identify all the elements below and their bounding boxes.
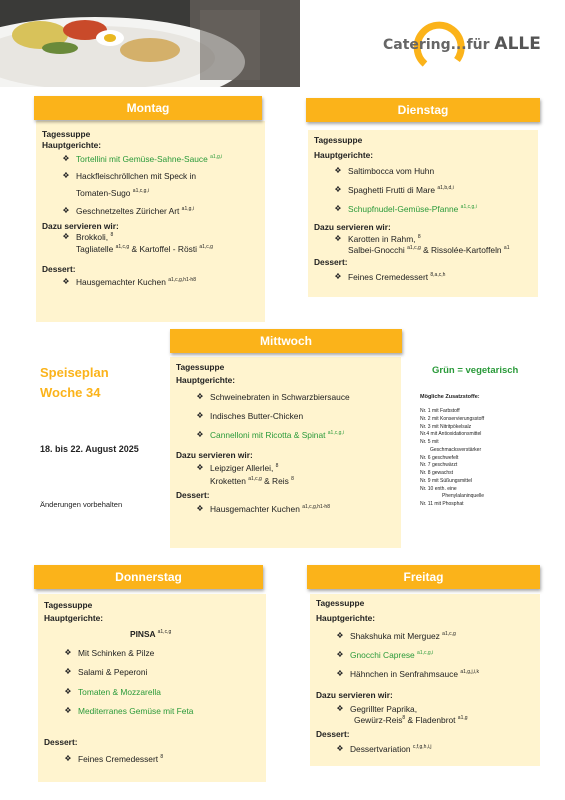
dish-name: Hackfleischröllchen mit Speck in bbox=[76, 171, 197, 182]
additives: a1,c,g bbox=[115, 243, 130, 250]
additives: 8 bbox=[402, 715, 406, 722]
logo-word-alle: ALLE bbox=[494, 34, 541, 54]
bullet-icon: ❖ bbox=[196, 411, 204, 421]
additive-item: Nr. 7 geschwärzt bbox=[420, 462, 458, 469]
freitag-box bbox=[310, 594, 540, 766]
dish-name: PINSA bbox=[130, 628, 156, 639]
dish-name: Mit Schinken & Pilze bbox=[78, 648, 155, 659]
additives: 8 bbox=[160, 753, 164, 760]
additive-item: Nr. 10 enth. eine bbox=[420, 485, 457, 492]
logo-dots: ... bbox=[450, 37, 467, 53]
additives: a1,c,g bbox=[248, 476, 262, 483]
dessert-name: Feines Cremedessert bbox=[348, 272, 429, 283]
bullet-icon: ❖ bbox=[64, 667, 72, 677]
dish-name: Indisches Butter-Chicken bbox=[210, 411, 304, 422]
dessert-name: Dessertvariation bbox=[350, 744, 411, 755]
additive-item: Nr. 1 mit Farbstoff bbox=[420, 408, 460, 414]
bullet-icon: ❖ bbox=[62, 205, 70, 215]
montag-side-1 bbox=[42, 232, 265, 243]
bullet-icon: ❖ bbox=[64, 648, 72, 658]
montag-sides-label: Dazu servieren wir: bbox=[42, 221, 119, 232]
side-name: Karotten in Rahm, bbox=[348, 234, 416, 245]
additives: 8,a,c,h bbox=[430, 272, 446, 279]
title-line-1: Speiseplan bbox=[40, 365, 109, 380]
donnerstag-mains-label: Hauptgerichte: bbox=[44, 613, 104, 624]
additives: a1,c,g bbox=[407, 245, 421, 252]
additives-list bbox=[420, 408, 560, 509]
additives-title: Mögliche Zusatzstoffe: bbox=[420, 394, 480, 400]
additive-item: Nr. 2 mit Konservierungsstoff bbox=[420, 415, 485, 422]
dish-name: Salami & Peperoni bbox=[78, 667, 148, 678]
logo-word-catering: Catering bbox=[383, 37, 451, 53]
additive-item: Nr.4 mit Antioxidationsmittel bbox=[420, 431, 482, 438]
donnerstag-main-4 bbox=[44, 706, 266, 717]
additive-item: Nr. 9 mit Süßungsmittel bbox=[420, 477, 472, 484]
mittwoch-main-3 bbox=[176, 430, 401, 441]
additives: a1,g,j,i,k bbox=[460, 669, 479, 676]
montag-mains-label: Hauptgerichte: bbox=[42, 140, 102, 151]
title-line-2: Woche 34 bbox=[40, 384, 101, 400]
freitag-mains-label: Hauptgerichte: bbox=[316, 613, 376, 624]
bullet-icon: ❖ bbox=[64, 706, 72, 716]
dish-name: Saltimbocca vom Huhn bbox=[348, 165, 435, 176]
freitag-side-2 bbox=[316, 715, 540, 726]
additives: a1,g,i bbox=[181, 205, 194, 212]
montag-main-2-cont bbox=[42, 188, 265, 199]
bullet-icon: ❖ bbox=[64, 686, 72, 696]
donnerstag-soup: Tagessuppe bbox=[44, 600, 93, 610]
bullet-icon: ❖ bbox=[62, 171, 70, 181]
montag-dessert-label: Dessert: bbox=[42, 264, 76, 275]
dish-name: Tomaten-Sugo bbox=[76, 188, 131, 199]
freitag-side-1 bbox=[316, 704, 540, 715]
side-name: Brokkoli, bbox=[76, 232, 109, 243]
bullet-icon: ❖ bbox=[334, 165, 342, 175]
side-name: Leipziger Allerlei, bbox=[210, 463, 274, 474]
freitag-main-1 bbox=[316, 631, 540, 642]
dienstag-dessert-label: Dessert: bbox=[314, 256, 348, 267]
mittwoch-box bbox=[170, 357, 401, 548]
additive-item: Nr. 3 mit Nitritpökelsalz bbox=[420, 423, 472, 430]
header bbox=[0, 0, 565, 87]
mittwoch-main-1 bbox=[176, 392, 401, 403]
donnerstag-dessert-label: Dessert: bbox=[44, 737, 78, 748]
dienstag-main-1 bbox=[314, 166, 538, 177]
bullet-icon: ❖ bbox=[336, 704, 344, 714]
dienstag-mains-label: Hauptgerichte: bbox=[314, 150, 374, 161]
logo-word-fuer: für bbox=[466, 37, 495, 53]
bullet-icon: ❖ bbox=[336, 744, 344, 754]
side-name: & Kartoffel - Rösti bbox=[129, 243, 198, 254]
additives: a1 bbox=[503, 245, 510, 252]
mittwoch-side-2 bbox=[176, 476, 401, 487]
side-name: Kroketten bbox=[210, 476, 246, 487]
additives: 8 bbox=[275, 463, 279, 470]
dish-name: Gnocchi Caprese bbox=[350, 650, 415, 661]
additives: 8 bbox=[417, 234, 421, 241]
dessert-name: Feines Cremedessert bbox=[78, 753, 159, 764]
food-plate-image bbox=[0, 0, 300, 87]
bullet-icon: ❖ bbox=[334, 234, 342, 244]
bullet-icon: ❖ bbox=[336, 630, 344, 640]
changes-note: Änderungen vorbehalten bbox=[40, 500, 123, 509]
mittwoch-soup: Tagessuppe bbox=[176, 362, 225, 372]
dish-name: Shakshuka mit Merguez bbox=[350, 630, 440, 641]
bullet-icon: ❖ bbox=[196, 504, 204, 514]
donnerstag-box bbox=[38, 594, 266, 782]
bullet-icon: ❖ bbox=[336, 650, 344, 660]
legend bbox=[420, 365, 560, 509]
bullet-icon: ❖ bbox=[62, 277, 70, 287]
week-title bbox=[40, 363, 109, 402]
donnerstag-header: Donnerstag bbox=[34, 565, 263, 589]
additive-item: Phenylalaninquelle bbox=[442, 493, 484, 500]
side-name: & Fladenbrot bbox=[405, 715, 456, 726]
mittwoch-side-1 bbox=[176, 463, 401, 474]
montag-main-1 bbox=[42, 154, 265, 165]
dish-name: Tortellini mit Gemüse-Sahne-Sauce bbox=[76, 153, 208, 164]
bullet-icon: ❖ bbox=[62, 232, 70, 242]
freitag-main-2 bbox=[316, 650, 540, 661]
bullet-icon: ❖ bbox=[334, 185, 342, 195]
montag-soup: Tagessuppe bbox=[42, 129, 91, 139]
montag-side-2 bbox=[42, 244, 265, 255]
bullet-icon: ❖ bbox=[334, 204, 342, 214]
donnerstag-main-2 bbox=[44, 667, 266, 678]
montag-header: Montag bbox=[34, 96, 262, 120]
dienstag-soup: Tagessuppe bbox=[314, 135, 363, 145]
additive-item: Geschmacksverstärker bbox=[430, 446, 482, 453]
additives: a1,c,g,h1-h8 bbox=[168, 277, 196, 284]
donnerstag-main-1 bbox=[44, 648, 266, 659]
additive-item: Nr. 5 mit bbox=[420, 439, 439, 445]
bullet-icon: ❖ bbox=[62, 153, 70, 163]
montag-dessert-1 bbox=[42, 277, 265, 288]
dessert-name: Hausgemachter Kuchen bbox=[76, 277, 166, 288]
additive-item: Nr. 11 mit Phosphat bbox=[420, 501, 464, 507]
donnerstag-pinsa bbox=[44, 629, 266, 640]
additives: a1,c,g,i bbox=[327, 430, 344, 437]
freitag-soup: Tagessuppe bbox=[316, 598, 365, 608]
freitag-main-3 bbox=[316, 669, 540, 680]
montag-main-3 bbox=[42, 206, 265, 217]
date-range: 18. bis 22. August 2025 bbox=[40, 444, 139, 454]
mittwoch-mains-label: Hauptgerichte: bbox=[176, 375, 236, 386]
bullet-icon: ❖ bbox=[196, 391, 204, 401]
additive-item: Nr. 6 geschwefelt bbox=[420, 454, 459, 461]
dish-name: Tomaten & Mozzarella bbox=[78, 686, 161, 697]
additives: a1,c,g,h1-h8 bbox=[302, 504, 330, 511]
side-name: & Rissolée-Kartoffeln bbox=[420, 245, 502, 256]
additive-item: Nr. 8 gewachst bbox=[420, 470, 454, 476]
dish-name: Spaghetti Frutti di Mare bbox=[348, 185, 436, 196]
additives: a1,c,g bbox=[157, 628, 172, 635]
montag-main-2 bbox=[42, 171, 265, 182]
additives: a1,b,d,i bbox=[437, 185, 454, 192]
freitag-dessert-label: Dessert: bbox=[316, 728, 350, 739]
dish-name: Geschnetzeltes Züricher Art bbox=[76, 205, 180, 216]
freitag-sides-label: Dazu servieren wir: bbox=[316, 689, 393, 700]
dienstag-side-1 bbox=[314, 234, 538, 245]
dish-name: Hähnchen in Senfrahmsauce bbox=[350, 669, 459, 680]
mittwoch-main-2 bbox=[176, 411, 401, 422]
dish-name: Cannelloni mit Ricotta & Spinat bbox=[210, 430, 326, 441]
dienstag-main-3 bbox=[314, 204, 538, 215]
additives: a1,g bbox=[457, 715, 468, 722]
additives: 8 bbox=[291, 476, 294, 483]
additives: a1,c,g bbox=[199, 243, 213, 250]
additives: c,f,g,h,i,j bbox=[412, 744, 432, 751]
dish-name: Schupfnudel-Gemüse-Pfanne bbox=[348, 204, 459, 215]
mittwoch-header: Mittwoch bbox=[170, 329, 402, 353]
additives: 8 bbox=[110, 232, 114, 239]
bullet-icon: ❖ bbox=[196, 463, 204, 473]
bullet-icon: ❖ bbox=[64, 753, 72, 763]
bullet-icon: ❖ bbox=[334, 272, 342, 282]
side-name: Gegrillter Paprika, bbox=[350, 704, 418, 715]
montag-box bbox=[36, 121, 265, 322]
dienstag-side-2 bbox=[314, 245, 538, 256]
freitag-header: Freitag bbox=[307, 565, 540, 589]
dienstag-sides-label: Dazu servieren wir: bbox=[314, 221, 391, 232]
dienstag-dessert-1 bbox=[314, 272, 538, 283]
side-name: & Reis bbox=[261, 476, 289, 487]
dessert-name: Hausgemachter Kuchen bbox=[210, 504, 300, 515]
dienstag-box bbox=[308, 130, 538, 297]
additives: a1,c,g,i bbox=[460, 204, 477, 211]
logo-text bbox=[383, 34, 541, 54]
side-name: Salbei-Gnocchi bbox=[348, 245, 405, 256]
bullet-icon: ❖ bbox=[336, 669, 344, 679]
dish-name: Mediterranes Gemüse mit Feta bbox=[78, 706, 194, 717]
freitag-dessert-1 bbox=[316, 744, 540, 755]
side-name: Tagliatelle bbox=[76, 243, 114, 254]
dish-name: Schweinebraten in Schwarzbiersauce bbox=[210, 391, 350, 402]
mittwoch-dessert-1 bbox=[176, 504, 401, 515]
donnerstag-main-3 bbox=[44, 687, 266, 698]
additives: a1,c,g,i bbox=[417, 650, 434, 657]
dienstag-main-2 bbox=[314, 185, 538, 196]
additives: a1,g,i bbox=[210, 153, 223, 160]
additives: a1,c,g,i bbox=[132, 188, 149, 195]
dienstag-header: Dienstag bbox=[306, 98, 540, 122]
mittwoch-sides-label: Dazu servieren wir: bbox=[176, 449, 253, 460]
donnerstag-dessert-1 bbox=[44, 754, 266, 765]
vegetarian-legend: Grün = vegetarisch bbox=[432, 365, 519, 376]
additives: a1,c,g bbox=[442, 630, 456, 637]
mittwoch-dessert-label: Dessert: bbox=[176, 489, 210, 500]
side-name: Gewürz-Reis bbox=[354, 715, 403, 726]
bullet-icon: ❖ bbox=[196, 430, 204, 440]
